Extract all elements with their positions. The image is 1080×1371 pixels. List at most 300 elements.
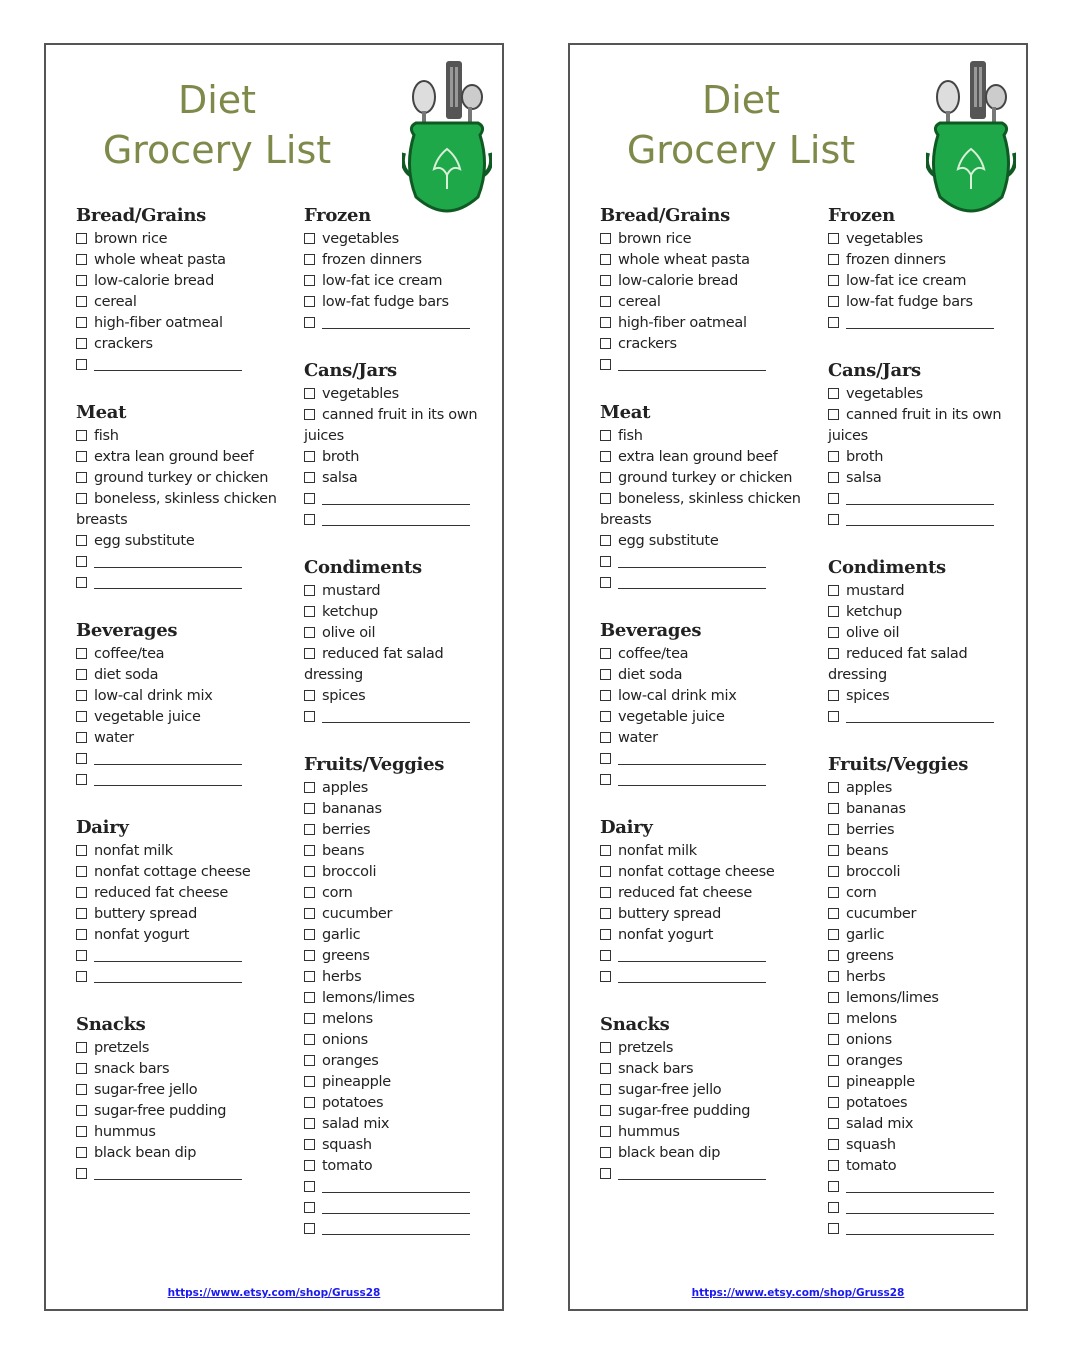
list-item[interactable]: pineapple bbox=[304, 1072, 489, 1093]
list-item[interactable]: sugar-free jello bbox=[76, 1080, 281, 1101]
checkbox[interactable] bbox=[828, 1055, 839, 1066]
list-item[interactable]: pretzels bbox=[600, 1038, 805, 1059]
list-item[interactable]: garlic bbox=[828, 925, 1013, 946]
checkbox[interactable] bbox=[304, 845, 315, 856]
checkbox[interactable] bbox=[304, 908, 315, 919]
checkbox[interactable] bbox=[76, 451, 87, 462]
write-in-line[interactable] bbox=[322, 492, 470, 505]
checkbox[interactable] bbox=[76, 1126, 87, 1137]
list-item[interactable]: snack bars bbox=[76, 1059, 281, 1080]
write-in-line[interactable] bbox=[618, 949, 766, 962]
blank-item[interactable] bbox=[600, 946, 805, 967]
blank-item[interactable] bbox=[304, 1198, 489, 1219]
list-item[interactable]: cucumber bbox=[304, 904, 489, 925]
list-item[interactable]: corn bbox=[304, 883, 489, 904]
checkbox[interactable] bbox=[600, 254, 611, 265]
list-item[interactable]: onions bbox=[828, 1030, 1013, 1051]
list-item[interactable]: cereal bbox=[600, 292, 805, 313]
checkbox[interactable] bbox=[828, 1013, 839, 1024]
list-item[interactable]: low-cal drink mix bbox=[600, 686, 805, 707]
checkbox[interactable] bbox=[600, 1126, 611, 1137]
list-item[interactable]: lemons/limes bbox=[304, 988, 489, 1009]
checkbox[interactable] bbox=[304, 887, 315, 898]
blank-item[interactable] bbox=[304, 489, 489, 510]
list-item[interactable]: spices bbox=[304, 686, 489, 707]
list-item[interactable]: nonfat yogurt bbox=[76, 925, 281, 946]
list-item[interactable]: garlic bbox=[304, 925, 489, 946]
blank-item[interactable] bbox=[76, 967, 281, 988]
list-item[interactable]: olive oil bbox=[828, 623, 1013, 644]
checkbox[interactable] bbox=[304, 1097, 315, 1108]
write-in-line[interactable] bbox=[846, 492, 994, 505]
checkbox[interactable] bbox=[76, 690, 87, 701]
write-in-line[interactable] bbox=[94, 752, 242, 765]
blank-item[interactable] bbox=[600, 770, 805, 791]
checkbox[interactable] bbox=[304, 950, 315, 961]
blank-item[interactable] bbox=[304, 1177, 489, 1198]
write-in-line[interactable] bbox=[322, 513, 470, 526]
checkbox[interactable] bbox=[304, 971, 315, 982]
checkbox[interactable] bbox=[76, 296, 87, 307]
list-item[interactable]: potatoes bbox=[828, 1093, 1013, 1114]
checkbox[interactable] bbox=[76, 753, 87, 764]
checkbox[interactable] bbox=[304, 451, 315, 462]
checkbox[interactable] bbox=[304, 233, 315, 244]
write-in-line[interactable] bbox=[94, 576, 242, 589]
checkbox[interactable] bbox=[828, 782, 839, 793]
list-item[interactable]: diet soda bbox=[76, 665, 281, 686]
checkbox[interactable] bbox=[304, 1013, 315, 1024]
checkbox[interactable] bbox=[600, 711, 611, 722]
blank-item[interactable] bbox=[600, 967, 805, 988]
checkbox[interactable] bbox=[76, 535, 87, 546]
checkbox[interactable] bbox=[828, 845, 839, 856]
blank-item[interactable] bbox=[600, 552, 805, 573]
list-item[interactable]: beans bbox=[304, 841, 489, 862]
write-in-line[interactable] bbox=[618, 752, 766, 765]
checkbox[interactable] bbox=[600, 233, 611, 244]
list-item[interactable]: reduced fat salad dressing bbox=[828, 646, 968, 683]
checkbox[interactable] bbox=[76, 1084, 87, 1095]
checkbox[interactable] bbox=[600, 1084, 611, 1095]
list-item[interactable]: potatoes bbox=[304, 1093, 489, 1114]
checkbox[interactable] bbox=[76, 866, 87, 877]
checkbox[interactable] bbox=[600, 451, 611, 462]
checkbox[interactable] bbox=[600, 950, 611, 961]
list-item[interactable]: whole wheat pasta bbox=[600, 250, 805, 271]
checkbox[interactable] bbox=[76, 338, 87, 349]
shop-link[interactable]: https://www.etsy.com/shop/Gruss28 bbox=[691, 1287, 905, 1299]
list-item[interactable]: oranges bbox=[828, 1051, 1013, 1072]
list-item[interactable]: mustard bbox=[304, 581, 489, 602]
write-in-line[interactable] bbox=[618, 1167, 766, 1180]
write-in-line[interactable] bbox=[846, 710, 994, 723]
checkbox[interactable] bbox=[828, 929, 839, 940]
checkbox[interactable] bbox=[828, 275, 839, 286]
blank-item[interactable] bbox=[76, 749, 281, 770]
checkbox[interactable] bbox=[828, 254, 839, 265]
list-item[interactable]: broth bbox=[304, 447, 489, 468]
write-in-line[interactable] bbox=[846, 1222, 994, 1235]
list-item[interactable]: vegetables bbox=[828, 229, 1013, 250]
checkbox[interactable] bbox=[76, 1063, 87, 1074]
list-item[interactable]: egg substitute bbox=[76, 531, 281, 552]
checkbox[interactable] bbox=[304, 1055, 315, 1066]
list-item[interactable]: vegetable juice bbox=[76, 707, 281, 728]
list-item[interactable]: crackers bbox=[76, 334, 281, 355]
checkbox[interactable] bbox=[600, 535, 611, 546]
checkbox[interactable] bbox=[600, 359, 611, 370]
checkbox[interactable] bbox=[600, 1063, 611, 1074]
list-item[interactable]: vegetable juice bbox=[600, 707, 805, 728]
list-item[interactable]: nonfat cottage cheese bbox=[76, 862, 281, 883]
checkbox[interactable] bbox=[600, 317, 611, 328]
list-item[interactable]: low-cal drink mix bbox=[76, 686, 281, 707]
list-item[interactable]: black bean dip bbox=[600, 1143, 805, 1164]
checkbox[interactable] bbox=[76, 493, 87, 504]
list-item[interactable]: coffee/tea bbox=[76, 644, 281, 665]
checkbox[interactable] bbox=[304, 627, 315, 638]
list-item[interactable]: frozen dinners bbox=[304, 250, 489, 271]
checkbox[interactable] bbox=[304, 992, 315, 1003]
checkbox[interactable] bbox=[76, 1105, 87, 1116]
checkbox[interactable] bbox=[304, 493, 315, 504]
checkbox[interactable] bbox=[304, 388, 315, 399]
list-item[interactable]: diet soda bbox=[600, 665, 805, 686]
checkbox[interactable] bbox=[828, 451, 839, 462]
checkbox[interactable] bbox=[304, 1076, 315, 1087]
checkbox[interactable] bbox=[600, 648, 611, 659]
list-item[interactable]: buttery spread bbox=[76, 904, 281, 925]
write-in-line[interactable] bbox=[94, 358, 242, 371]
checkbox[interactable] bbox=[76, 275, 87, 286]
blank-item[interactable] bbox=[828, 1177, 1013, 1198]
blank-item[interactable] bbox=[76, 573, 281, 594]
list-item[interactable]: cucumber bbox=[828, 904, 1013, 925]
blank-item[interactable] bbox=[828, 707, 1013, 728]
list-item[interactable]: spices bbox=[828, 686, 1013, 707]
write-in-line[interactable] bbox=[322, 316, 470, 329]
checkbox[interactable] bbox=[828, 409, 839, 420]
checkbox[interactable] bbox=[304, 866, 315, 877]
checkbox[interactable] bbox=[828, 1139, 839, 1150]
checkbox[interactable] bbox=[76, 845, 87, 856]
checkbox[interactable] bbox=[76, 648, 87, 659]
checkbox[interactable] bbox=[304, 1181, 315, 1192]
list-item[interactable]: low-calorie bread bbox=[76, 271, 281, 292]
list-item[interactable]: buttery spread bbox=[600, 904, 805, 925]
list-item[interactable]: low-fat fudge bars bbox=[828, 292, 1013, 313]
list-item[interactable]: vegetables bbox=[304, 384, 489, 405]
list-item[interactable]: broccoli bbox=[304, 862, 489, 883]
list-item[interactable]: bananas bbox=[304, 799, 489, 820]
list-item[interactable]: cereal bbox=[76, 292, 281, 313]
checkbox[interactable] bbox=[76, 908, 87, 919]
checkbox[interactable] bbox=[304, 648, 315, 659]
checkbox[interactable] bbox=[828, 317, 839, 328]
checkbox[interactable] bbox=[828, 1160, 839, 1171]
blank-item[interactable] bbox=[76, 770, 281, 791]
list-item[interactable]: apples bbox=[304, 778, 489, 799]
list-item[interactable]: fish bbox=[76, 426, 281, 447]
list-item[interactable]: tomato bbox=[304, 1156, 489, 1177]
checkbox[interactable] bbox=[304, 782, 315, 793]
checkbox[interactable] bbox=[828, 690, 839, 701]
list-item[interactable]: nonfat cottage cheese bbox=[600, 862, 805, 883]
checkbox[interactable] bbox=[76, 317, 87, 328]
list-item[interactable]: olive oil bbox=[304, 623, 489, 644]
checkbox[interactable] bbox=[76, 233, 87, 244]
blank-item[interactable] bbox=[304, 707, 489, 728]
shop-link[interactable]: https://www.etsy.com/shop/Gruss28 bbox=[167, 1287, 381, 1299]
checkbox[interactable] bbox=[304, 275, 315, 286]
list-item[interactable]: salsa bbox=[828, 468, 1013, 489]
checkbox[interactable] bbox=[600, 929, 611, 940]
checkbox[interactable] bbox=[304, 472, 315, 483]
checkbox[interactable] bbox=[600, 887, 611, 898]
checkbox[interactable] bbox=[304, 585, 315, 596]
checkbox[interactable] bbox=[304, 514, 315, 525]
list-item[interactable]: pretzels bbox=[76, 1038, 281, 1059]
blank-item[interactable] bbox=[76, 355, 281, 376]
list-item[interactable]: canned fruit in its own juices bbox=[304, 407, 478, 444]
checkbox[interactable] bbox=[76, 669, 87, 680]
checkbox[interactable] bbox=[828, 992, 839, 1003]
checkbox[interactable] bbox=[76, 254, 87, 265]
list-item[interactable]: coffee/tea bbox=[600, 644, 805, 665]
checkbox[interactable] bbox=[600, 669, 611, 680]
checkbox[interactable] bbox=[600, 753, 611, 764]
list-item[interactable]: greens bbox=[828, 946, 1013, 967]
write-in-line[interactable] bbox=[846, 1180, 994, 1193]
list-item[interactable]: water bbox=[76, 728, 281, 749]
write-in-line[interactable] bbox=[94, 970, 242, 983]
write-in-line[interactable] bbox=[618, 970, 766, 983]
checkbox[interactable] bbox=[828, 388, 839, 399]
checkbox[interactable] bbox=[600, 866, 611, 877]
checkbox[interactable] bbox=[600, 1147, 611, 1158]
list-item[interactable]: ground turkey or chicken bbox=[76, 468, 281, 489]
checkbox[interactable] bbox=[828, 824, 839, 835]
checkbox[interactable] bbox=[76, 929, 87, 940]
checkbox[interactable] bbox=[600, 275, 611, 286]
checkbox[interactable] bbox=[304, 824, 315, 835]
checkbox[interactable] bbox=[600, 908, 611, 919]
checkbox[interactable] bbox=[76, 556, 87, 567]
list-item[interactable]: squash bbox=[828, 1135, 1013, 1156]
checkbox[interactable] bbox=[828, 1181, 839, 1192]
checkbox[interactable] bbox=[76, 971, 87, 982]
list-item[interactable]: broth bbox=[828, 447, 1013, 468]
checkbox[interactable] bbox=[304, 690, 315, 701]
list-item[interactable]: brown rice bbox=[600, 229, 805, 250]
list-item[interactable]: corn bbox=[828, 883, 1013, 904]
list-item[interactable]: low-fat fudge bars bbox=[304, 292, 489, 313]
list-item[interactable]: high-fiber oatmeal bbox=[600, 313, 805, 334]
checkbox[interactable] bbox=[828, 711, 839, 722]
list-item[interactable]: vegetables bbox=[304, 229, 489, 250]
checkbox[interactable] bbox=[76, 472, 87, 483]
checkbox[interactable] bbox=[828, 803, 839, 814]
checkbox[interactable] bbox=[304, 296, 315, 307]
list-item[interactable]: black bean dip bbox=[76, 1143, 281, 1164]
write-in-line[interactable] bbox=[618, 576, 766, 589]
blank-item[interactable] bbox=[828, 313, 1013, 334]
list-item[interactable]: whole wheat pasta bbox=[76, 250, 281, 271]
write-in-line[interactable] bbox=[322, 710, 470, 723]
list-item[interactable]: broccoli bbox=[828, 862, 1013, 883]
checkbox[interactable] bbox=[828, 648, 839, 659]
list-item[interactable]: tomato bbox=[828, 1156, 1013, 1177]
write-in-line[interactable] bbox=[322, 1180, 470, 1193]
checkbox[interactable] bbox=[828, 627, 839, 638]
checkbox[interactable] bbox=[828, 1097, 839, 1108]
list-item[interactable]: melons bbox=[304, 1009, 489, 1030]
write-in-line[interactable] bbox=[846, 316, 994, 329]
checkbox[interactable] bbox=[304, 409, 315, 420]
list-item[interactable]: hummus bbox=[600, 1122, 805, 1143]
list-item[interactable]: reduced fat salad dressing bbox=[304, 646, 444, 683]
checkbox[interactable] bbox=[304, 1118, 315, 1129]
blank-item[interactable] bbox=[304, 313, 489, 334]
checkbox[interactable] bbox=[76, 1042, 87, 1053]
list-item[interactable]: squash bbox=[304, 1135, 489, 1156]
list-item[interactable]: mustard bbox=[828, 581, 1013, 602]
list-item[interactable]: hummus bbox=[76, 1122, 281, 1143]
checkbox[interactable] bbox=[76, 732, 87, 743]
checkbox[interactable] bbox=[76, 1147, 87, 1158]
checkbox[interactable] bbox=[828, 514, 839, 525]
list-item[interactable]: sugar-free jello bbox=[600, 1080, 805, 1101]
list-item[interactable]: canned fruit in its own juices bbox=[828, 407, 1002, 444]
blank-item[interactable] bbox=[600, 355, 805, 376]
write-in-line[interactable] bbox=[94, 773, 242, 786]
list-item[interactable]: apples bbox=[828, 778, 1013, 799]
checkbox[interactable] bbox=[76, 577, 87, 588]
checkbox[interactable] bbox=[828, 950, 839, 961]
write-in-line[interactable] bbox=[618, 773, 766, 786]
blank-item[interactable] bbox=[76, 946, 281, 967]
checkbox[interactable] bbox=[76, 711, 87, 722]
checkbox[interactable] bbox=[600, 493, 611, 504]
checkbox[interactable] bbox=[600, 971, 611, 982]
list-item[interactable]: reduced fat cheese bbox=[600, 883, 805, 904]
checkbox[interactable] bbox=[600, 338, 611, 349]
list-item[interactable]: berries bbox=[304, 820, 489, 841]
checkbox[interactable] bbox=[600, 296, 611, 307]
checkbox[interactable] bbox=[76, 774, 87, 785]
list-item[interactable]: ketchup bbox=[304, 602, 489, 623]
write-in-line[interactable] bbox=[322, 1201, 470, 1214]
list-item[interactable]: lemons/limes bbox=[828, 988, 1013, 1009]
list-item[interactable]: melons bbox=[828, 1009, 1013, 1030]
list-item[interactable]: extra lean ground beef bbox=[76, 447, 281, 468]
write-in-line[interactable] bbox=[846, 513, 994, 526]
checkbox[interactable] bbox=[828, 1202, 839, 1213]
checkbox[interactable] bbox=[304, 317, 315, 328]
checkbox[interactable] bbox=[304, 1139, 315, 1150]
blank-item[interactable] bbox=[600, 573, 805, 594]
list-item[interactable]: boneless, skinless chicken breasts bbox=[600, 491, 801, 528]
blank-item[interactable] bbox=[828, 1219, 1013, 1240]
write-in-line[interactable] bbox=[94, 949, 242, 962]
checkbox[interactable] bbox=[600, 690, 611, 701]
list-item[interactable]: frozen dinners bbox=[828, 250, 1013, 271]
checkbox[interactable] bbox=[304, 606, 315, 617]
list-item[interactable]: nonfat milk bbox=[600, 841, 805, 862]
list-item[interactable]: sugar-free pudding bbox=[600, 1101, 805, 1122]
checkbox[interactable] bbox=[828, 493, 839, 504]
checkbox[interactable] bbox=[76, 430, 87, 441]
list-item[interactable]: vegetables bbox=[828, 384, 1013, 405]
checkbox[interactable] bbox=[828, 971, 839, 982]
list-item[interactable]: sugar-free pudding bbox=[76, 1101, 281, 1122]
checkbox[interactable] bbox=[304, 1202, 315, 1213]
list-item[interactable]: nonfat yogurt bbox=[600, 925, 805, 946]
checkbox[interactable] bbox=[828, 908, 839, 919]
checkbox[interactable] bbox=[600, 1105, 611, 1116]
list-item[interactable]: ground turkey or chicken bbox=[600, 468, 805, 489]
list-item[interactable]: bananas bbox=[828, 799, 1013, 820]
list-item[interactable]: low-calorie bread bbox=[600, 271, 805, 292]
list-item[interactable]: berries bbox=[828, 820, 1013, 841]
checkbox[interactable] bbox=[828, 233, 839, 244]
checkbox[interactable] bbox=[304, 711, 315, 722]
blank-item[interactable] bbox=[828, 1198, 1013, 1219]
checkbox[interactable] bbox=[304, 1034, 315, 1045]
list-item[interactable]: salad mix bbox=[828, 1114, 1013, 1135]
list-item[interactable]: herbs bbox=[304, 967, 489, 988]
list-item[interactable]: salad mix bbox=[304, 1114, 489, 1135]
blank-item[interactable] bbox=[600, 1164, 805, 1185]
write-in-line[interactable] bbox=[618, 358, 766, 371]
checkbox[interactable] bbox=[76, 359, 87, 370]
list-item[interactable]: boneless, skinless chicken breasts bbox=[76, 491, 277, 528]
list-item[interactable]: reduced fat cheese bbox=[76, 883, 281, 904]
write-in-line[interactable] bbox=[94, 1167, 242, 1180]
checkbox[interactable] bbox=[600, 774, 611, 785]
checkbox[interactable] bbox=[828, 1118, 839, 1129]
list-item[interactable]: oranges bbox=[304, 1051, 489, 1072]
checkbox[interactable] bbox=[828, 296, 839, 307]
blank-item[interactable] bbox=[828, 489, 1013, 510]
checkbox[interactable] bbox=[828, 887, 839, 898]
checkbox[interactable] bbox=[828, 472, 839, 483]
checkbox[interactable] bbox=[600, 845, 611, 856]
checkbox[interactable] bbox=[600, 472, 611, 483]
list-item[interactable]: pineapple bbox=[828, 1072, 1013, 1093]
checkbox[interactable] bbox=[828, 1223, 839, 1234]
list-item[interactable]: beans bbox=[828, 841, 1013, 862]
blank-item[interactable] bbox=[76, 1164, 281, 1185]
list-item[interactable]: onions bbox=[304, 1030, 489, 1051]
checkbox[interactable] bbox=[304, 1223, 315, 1234]
checkbox[interactable] bbox=[304, 929, 315, 940]
checkbox[interactable] bbox=[828, 606, 839, 617]
list-item[interactable]: extra lean ground beef bbox=[600, 447, 805, 468]
checkbox[interactable] bbox=[600, 1168, 611, 1179]
blank-item[interactable] bbox=[304, 510, 489, 531]
checkbox[interactable] bbox=[76, 887, 87, 898]
list-item[interactable]: low-fat ice cream bbox=[304, 271, 489, 292]
list-item[interactable]: snack bars bbox=[600, 1059, 805, 1080]
list-item[interactable]: salsa bbox=[304, 468, 489, 489]
write-in-line[interactable] bbox=[618, 555, 766, 568]
list-item[interactable]: low-fat ice cream bbox=[828, 271, 1013, 292]
checkbox[interactable] bbox=[828, 585, 839, 596]
checkbox[interactable] bbox=[304, 803, 315, 814]
list-item[interactable]: egg substitute bbox=[600, 531, 805, 552]
